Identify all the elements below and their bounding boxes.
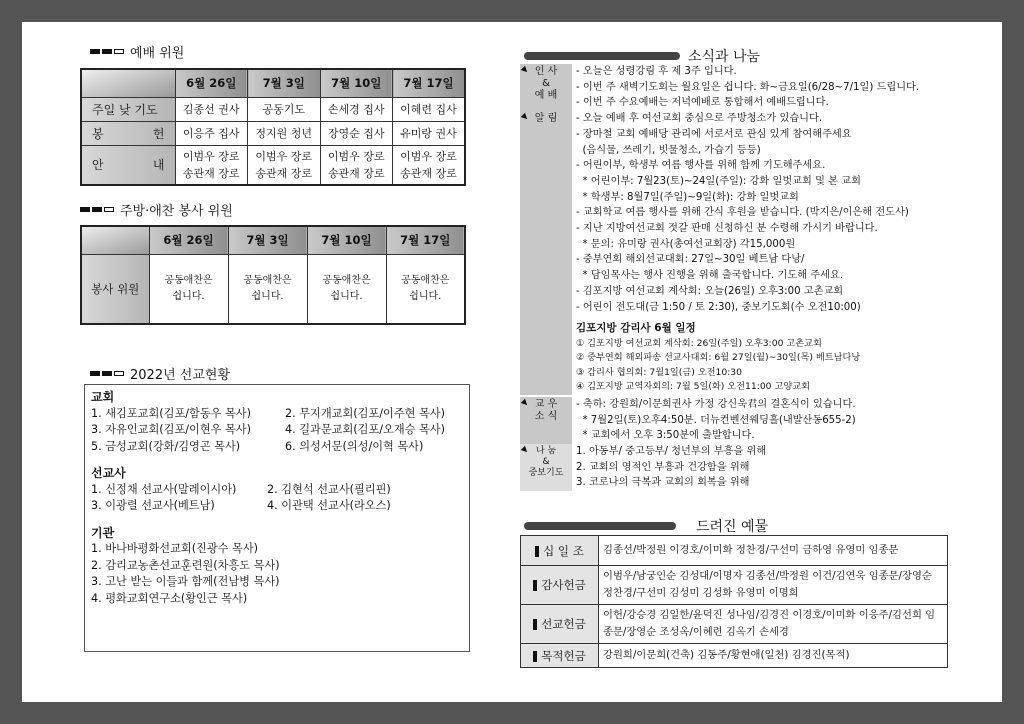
list-item: * 문의: 유미랑 권사(총여선교회장) 각15,000원 xyxy=(576,238,796,250)
section-marker-icon xyxy=(90,371,124,376)
table-cell: 이혜련 집사 xyxy=(393,97,466,121)
list-item: 3. 자유인교회(김포/이현우 목사) xyxy=(91,423,251,436)
bulletin-page xyxy=(22,22,1002,702)
news-section-title: 소식과 나눔 xyxy=(524,46,760,66)
list-item: - 김포지방 여선교회 계삭회: 오늘(26일) 오후3:00 고촌교회 xyxy=(576,285,844,297)
section-marker-icon xyxy=(80,207,114,212)
kitchen-table xyxy=(80,225,466,325)
mission-section-title: 2022년 선교현황 xyxy=(90,364,230,383)
date-header: 7월 3일 xyxy=(228,226,307,254)
list-item: 3. 고난 받는 이들과 함께(전남병 목사) xyxy=(91,575,280,588)
list-item: * 교회에서 오후 3:50분에 출발합니다. xyxy=(576,430,755,442)
category-label: 교 우 소 식 xyxy=(520,397,572,444)
offering-names: 김종선/박정원 이경호/이미화 정찬경/구선미 금하영 유영미 임종문 xyxy=(599,536,948,566)
offering-names: 강원희/이문희(건축) 김동주/황현애(일천) 김경진(목적) xyxy=(599,644,948,668)
list-item: 2. 감리교농촌선교훈련원(차흥도 목사) xyxy=(91,558,280,572)
table-cell: 공동애찬은 쉽니다. xyxy=(386,254,465,324)
news-fellow xyxy=(520,397,954,444)
offerings-section-title: 드려진 예물 xyxy=(524,516,768,536)
table-cell: 이범우 장로 송관재 장로 xyxy=(248,145,321,185)
table-cell: 이범우 장로 송관재 장로 xyxy=(320,145,393,185)
offering-type: 감사헌금 xyxy=(521,566,599,605)
list-item: 4. 길과문교회(김포/오재승 목사) xyxy=(285,423,445,436)
category-label: 나 눔 & 중보기도 xyxy=(520,444,572,491)
church-heading: 교회 xyxy=(91,390,115,404)
list-item: - 교회학교 여름 행사를 위해 간식 후원을 받습니다. (박지은/이은해 전도사) xyxy=(576,207,909,219)
list-item: - 이번 주 새벽기도회는 월요일은 쉽니다. 화~금요일(6/28~7/1일) 드립니다. xyxy=(576,81,920,93)
table-cell: 공동애찬은 쉽니다. xyxy=(228,254,307,324)
row-label-prayer: 주일 낮 기도 xyxy=(81,97,175,121)
offering-names: 이헌/강승경 김일한/윤덕진 성나임/김경진 이경호/이미화 이응주/김선희 임종문/장영순 조성옥/이혜련 김옥기 손세경 xyxy=(599,605,948,644)
news-prayer xyxy=(520,444,954,491)
date-header: 6월 26일 xyxy=(149,226,228,254)
list-item: 1. 아동부/ 중고등부/ 청년부의 부흥을 위해 xyxy=(576,446,767,458)
news-text xyxy=(572,111,954,315)
news-schedule xyxy=(520,315,954,395)
table-cell: 이응주 집사 xyxy=(175,121,248,145)
list-item: ② 중부연회 해외파송 선교사대회: 6월 27일(월)~30일(목) 베트남다낭 xyxy=(576,352,861,364)
list-item: - 어린이 전도대(금 1:50 / 토 2:30), 중보기도회(수 오전10:00) xyxy=(576,301,861,313)
list-item: ③ 감리사 협의회: 7월1일(금) 오전10:30 xyxy=(576,366,742,378)
title-bar-icon xyxy=(524,52,680,60)
offerings-table xyxy=(520,535,948,668)
table-cell: 유미랑 권사 xyxy=(393,121,466,145)
list-item: - 오늘 예배 후 여선교회 중심으로 주방청소가 있습니다. xyxy=(576,113,823,125)
worship-section-title: 예배 위원 xyxy=(90,42,184,61)
list-item: 2. 김현석 선교사(필리핀) xyxy=(267,482,391,496)
table-cell: 공동애찬은 쉽니다. xyxy=(149,254,228,324)
news-greeting xyxy=(520,64,954,111)
list-item: * 7월2일(토)오후4:50분. 더뉴컨벤션웨딩홀(내발산동655-2) xyxy=(576,414,856,426)
list-item: 1. 바나바평화선교회(진광수 목사) xyxy=(91,542,259,555)
date-header: 7월 10일 xyxy=(307,226,386,254)
table-cell: 공동기도 xyxy=(248,97,321,121)
category-label: 인 사 & 예 배 xyxy=(520,64,572,111)
date-header: 7월 17일 xyxy=(393,69,466,97)
list-item: 3. 코로나의 극복과 교회의 회복을 위해 xyxy=(576,477,750,489)
list-item: ④ 김포지방 교역자회의: 7월 5일(화) 오전11:00 고양교회 xyxy=(576,381,810,393)
section-marker-icon xyxy=(90,49,124,54)
date-header: 6월 26일 xyxy=(175,69,248,97)
table-cell: 공동애찬은 쉽니다. xyxy=(307,254,386,324)
date-header: 7월 17일 xyxy=(386,226,465,254)
list-item: - 지난 지방여선교회 젓갈 판매 신청하신 분 수령해 가시기 바랍니다. xyxy=(576,223,878,235)
schedule-heading: 김포지방 감리사 6월 일정 xyxy=(576,322,696,335)
row-label-offering: 봉 헌 xyxy=(81,121,175,145)
table-cell: 장영순 집사 xyxy=(320,121,393,145)
news-section xyxy=(520,64,954,491)
row-label-service: 봉사 위원 xyxy=(81,254,149,324)
list-item: 4. 이관택 선교사(라오스) xyxy=(267,499,391,512)
table-corner xyxy=(81,226,149,254)
list-item: - 오늘은 성령강림 후 제 3주 입니다. xyxy=(576,66,737,77)
list-item: 1. 신정채 선교사(말레이시아) xyxy=(91,482,237,496)
list-item: - 어린이부, 학생부 여름 행사를 위해 함께 기도해주세요. xyxy=(576,160,826,172)
mission-box xyxy=(84,384,470,652)
table-cell: 김종선 권사 xyxy=(175,97,248,121)
list-item: (음식물, 쓰레기, 빗물청소, 가습기 등등) xyxy=(576,144,761,156)
worship-table xyxy=(80,68,466,186)
list-item: - 장마철 교회 예배당 관리에 서로서로 관심 있게 참여해주세요 xyxy=(576,128,852,140)
list-item: 4. 평화교회연구소(황인근 목사) xyxy=(91,591,248,605)
list-item: 2. 무지개교회(김포/이주현 목사) xyxy=(285,406,445,420)
list-item: 1. 새김포교회(김포/함동우 목사) xyxy=(91,406,251,420)
table-cell: 이범우 장로 송관재 장로 xyxy=(175,145,248,185)
list-item: - 축하: 강원희/이문희권사 가정 강신욱君의 결혼식이 있습니다. xyxy=(576,398,856,410)
list-item: 6. 의성서문(의성/이혁 목사) xyxy=(285,439,424,453)
table-cell: 이범우 장로 송관재 장로 xyxy=(393,145,466,185)
row-label-usher: 안 내 xyxy=(81,145,175,185)
list-item: - 중부연회 해외선교대회: 27일~30일 베트남 다낭/ xyxy=(576,254,805,266)
list-item: - 이번 주 수요예배는 저녁예배로 통합해서 예배드립니다. xyxy=(576,97,829,109)
list-item: ① 김포지방 여선교회 계삭회: 26일(주일) 오후3:00 고촌교회 xyxy=(576,337,822,349)
missionary-heading: 선교사 xyxy=(91,466,126,480)
table-corner xyxy=(81,69,175,97)
list-item: 3. 이광렬 선교사(베트남) xyxy=(91,499,215,512)
list-item: 2. 교회의 영적인 부흥과 건강함을 위해 xyxy=(576,461,750,473)
category-label: 알 림 xyxy=(520,111,572,315)
date-header: 7월 10일 xyxy=(320,69,393,97)
news-text xyxy=(572,64,954,111)
list-item: * 담임목사는 행사 진행을 위해 출국합니다. 기도해 주세요. xyxy=(576,270,844,282)
list-item: 5. 금성교회(강화/김영곤 목사) xyxy=(91,439,241,453)
table-cell: 정지원 청년 xyxy=(248,121,321,145)
news-notice xyxy=(520,111,954,315)
title-bar-icon xyxy=(524,522,676,530)
list-item: * 어린이부: 7월23(토)~24일(주일): 강화 일벗교회 및 본 교회 xyxy=(576,175,861,187)
list-item: * 학생부: 8월7일(주일)~9일(화): 강화 일벗교회 xyxy=(576,191,799,203)
offering-type: 목적헌금 xyxy=(521,644,599,668)
offering-type: 십 일 조 xyxy=(521,536,599,566)
date-header: 7월 3일 xyxy=(248,69,321,97)
org-heading: 기관 xyxy=(91,525,115,540)
offering-type: 선교헌금 xyxy=(521,605,599,644)
table-cell: 손세경 집사 xyxy=(320,97,393,121)
kitchen-section-title: 주방·애찬 봉사 위원 xyxy=(80,200,233,219)
offering-names: 이범우/남궁인순 김성대/이명자 김종선/박정원 이건/김연욱 임종문/장영순 정찬경/구선미 김성미 김성화 유영미 이명희 xyxy=(599,566,948,605)
